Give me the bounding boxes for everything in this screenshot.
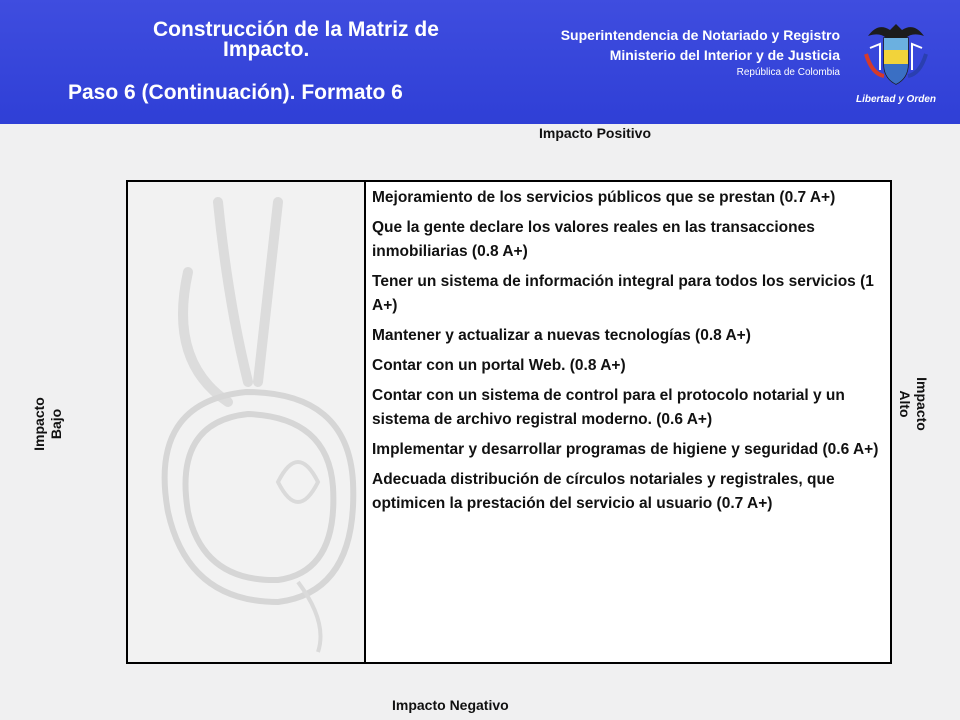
axis-label-right-line2: Alto <box>897 390 913 418</box>
list-item: Mejoramiento de los servicios públicos que se prestan (0.7 A+) <box>372 189 836 206</box>
impact-matrix <box>126 180 892 664</box>
list-item: Que la gente declare los valores reales en las transacciones inmobiliarias (0.8 A+) <box>372 219 815 260</box>
list-item: Mantener y actualizar a nuevas tecnologías (0.8 A+) <box>372 327 751 344</box>
header-banner <box>0 0 960 124</box>
list-item: Tener un sistema de información integral para todos los servicios (1 A+) <box>372 273 874 314</box>
list-item: Adecuada distribución de círculos notariales y registrales, que optimicen la prestación del servicio al usuario (0.7 A+) <box>372 471 835 512</box>
page-title-continued: Impacto. <box>223 38 310 61</box>
national-motto: Libertad y Orden <box>855 94 936 105</box>
notary-seal-watermark-icon <box>128 182 364 662</box>
axis-label-left-line2: Bajo <box>48 408 64 440</box>
axis-label-right <box>896 349 930 459</box>
page-title: Construcción de la Matriz de <box>153 18 439 41</box>
matrix-low-impact-cell <box>128 182 366 662</box>
axis-label-left-line1: Impacto <box>31 397 47 451</box>
axis-label-right-line1: Impacto <box>914 377 930 431</box>
axis-label-left <box>31 369 65 479</box>
ministry-name: Ministerio del Interior y de Justicia <box>609 47 840 63</box>
coat-of-arms-icon <box>858 14 934 90</box>
matrix-high-impact-cell <box>372 186 884 522</box>
axis-label-bottom: Impacto Negativo <box>392 697 509 713</box>
list-item: Contar con un portal Web. (0.8 A+) <box>372 357 626 374</box>
axis-label-top: Impacto Positivo <box>539 125 652 141</box>
list-item: Implementar y desarrollar programas de higiene y seguridad (0.6 A+) <box>372 441 879 458</box>
list-item: Contar con un sistema de control para el protocolo notarial y un sistema de archivo registral moderno. (0.6 A+) <box>372 387 845 428</box>
organization-name: Superintendencia de Notariado y Registro <box>560 27 840 43</box>
country-name: República de Colombia <box>736 67 840 78</box>
page-subtitle: Paso 6 (Continuación). Formato 6 <box>68 81 403 104</box>
